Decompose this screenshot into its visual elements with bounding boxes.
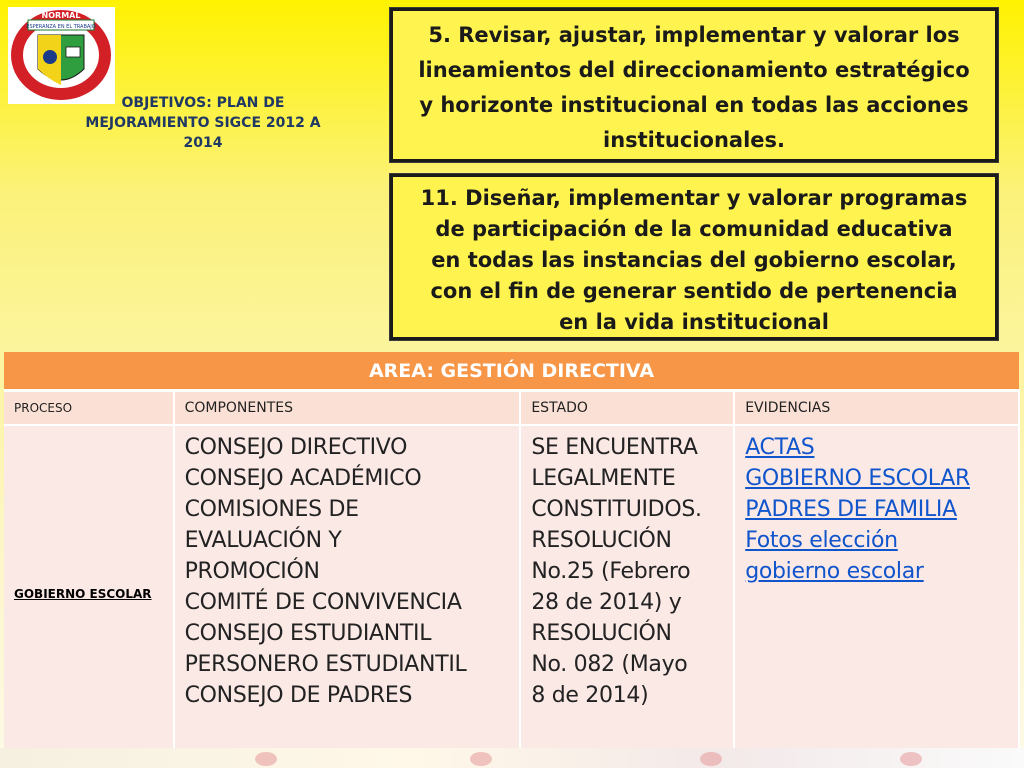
estado-line: LEGALMENTE [531, 466, 676, 491]
title-line: 2014 [183, 135, 223, 151]
column-header-row [4, 391, 1019, 426]
estado-line: RESOLUCIÓN [531, 528, 672, 553]
estado-line: 8 de 2014) [531, 683, 649, 708]
evidence-link-gobierno-escolar[interactable]: GOBIERNO ESCOLAR [745, 466, 970, 491]
area-header-row [4, 352, 1019, 391]
table-row [4, 425, 1019, 752]
evidence-link-fotos-eleccion[interactable] [745, 525, 1012, 587]
proceso-cell [4, 425, 174, 752]
objective-line: y horizonte institucional en todas las acciones [419, 93, 969, 117]
evidence-link-fotos-eleccion-line2: gobierno escolar [745, 559, 924, 584]
estado-cell [520, 425, 734, 752]
componente-item: PERSONERO ESTUDIANTIL [184, 652, 467, 677]
componente-item: CONSEJO ESTUDIANTIL [184, 621, 432, 646]
bottom-decoration [0, 748, 1024, 768]
estado-line: RESOLUCIÓN [531, 621, 672, 646]
evidence-link-padres-de-familia[interactable]: PADRES DE FAMILIA [745, 497, 957, 522]
objective-line: 5. Revisar, ajustar, implementar y valorar los [428, 23, 960, 47]
objective-box-5 [390, 8, 998, 162]
evidence-link-actas[interactable]: ACTAS [745, 435, 815, 460]
evidence-link-fotos-eleccion-line1: Fotos elección [745, 528, 898, 553]
componente-item: CONSEJO ACADÉMICO [184, 466, 422, 491]
evidencias-cell [734, 425, 1019, 752]
componente-item: CONSEJO DE PADRES [184, 683, 413, 708]
estado-line: No. 082 (Mayo [531, 652, 688, 677]
componente-item: COMISIONES DE [184, 497, 359, 522]
estado-line: 28 de 2014) y [531, 590, 682, 615]
componentes-cell [174, 425, 521, 752]
objective-box-11 [390, 174, 998, 340]
componente-item: EVALUACIÓN Y [184, 528, 342, 553]
componente-item: PROMOCIÓN [184, 559, 320, 584]
componente-item: CONSEJO DIRECTIVO [184, 435, 408, 460]
title-line: OBJETIVOS: PLAN DE [121, 95, 285, 111]
componente-item: COMITÉ DE CONVIVENCIA [184, 590, 462, 615]
objective-line: en todas las instancias del gobierno escolar, [431, 248, 957, 272]
objective-line: de participación de la comunidad educativa [435, 217, 953, 241]
proceso-name: GOBIERNO ESCOLAR [14, 586, 152, 601]
estado-line: SE ENCUENTRA [531, 435, 698, 460]
column-header-evidencias: EVIDENCIAS [734, 391, 1019, 426]
logo-banner-text: ESPERANZA EN EL TRABAJO [26, 24, 96, 30]
page-title [48, 93, 358, 153]
objective-line: institucionales. [603, 128, 785, 152]
column-header-estado: ESTADO [520, 391, 734, 426]
column-header-proceso: PROCESO [4, 391, 174, 426]
school-crest-logo [8, 7, 115, 104]
area-title: AREA: GESTIÓN DIRECTIVA [4, 352, 1019, 391]
title-line: MEJORAMIENTO SIGCE 2012 A [85, 115, 321, 131]
estado-line: No.25 (Febrero [531, 559, 691, 584]
logo-top-text: NORMAL [41, 11, 81, 20]
estado-line: CONSTITUIDOS. [531, 497, 702, 522]
objective-line: lineamientos del direccionamiento estratégico [418, 58, 970, 82]
objective-line: 11. Diseñar, implementar y valorar programas [420, 186, 968, 210]
objective-line: en la vida institucional [559, 310, 829, 334]
column-header-componentes: COMPONENTES [174, 391, 521, 426]
objective-line: con el fin de generar sentido de pertenencia [430, 279, 958, 303]
management-table [4, 352, 1020, 752]
